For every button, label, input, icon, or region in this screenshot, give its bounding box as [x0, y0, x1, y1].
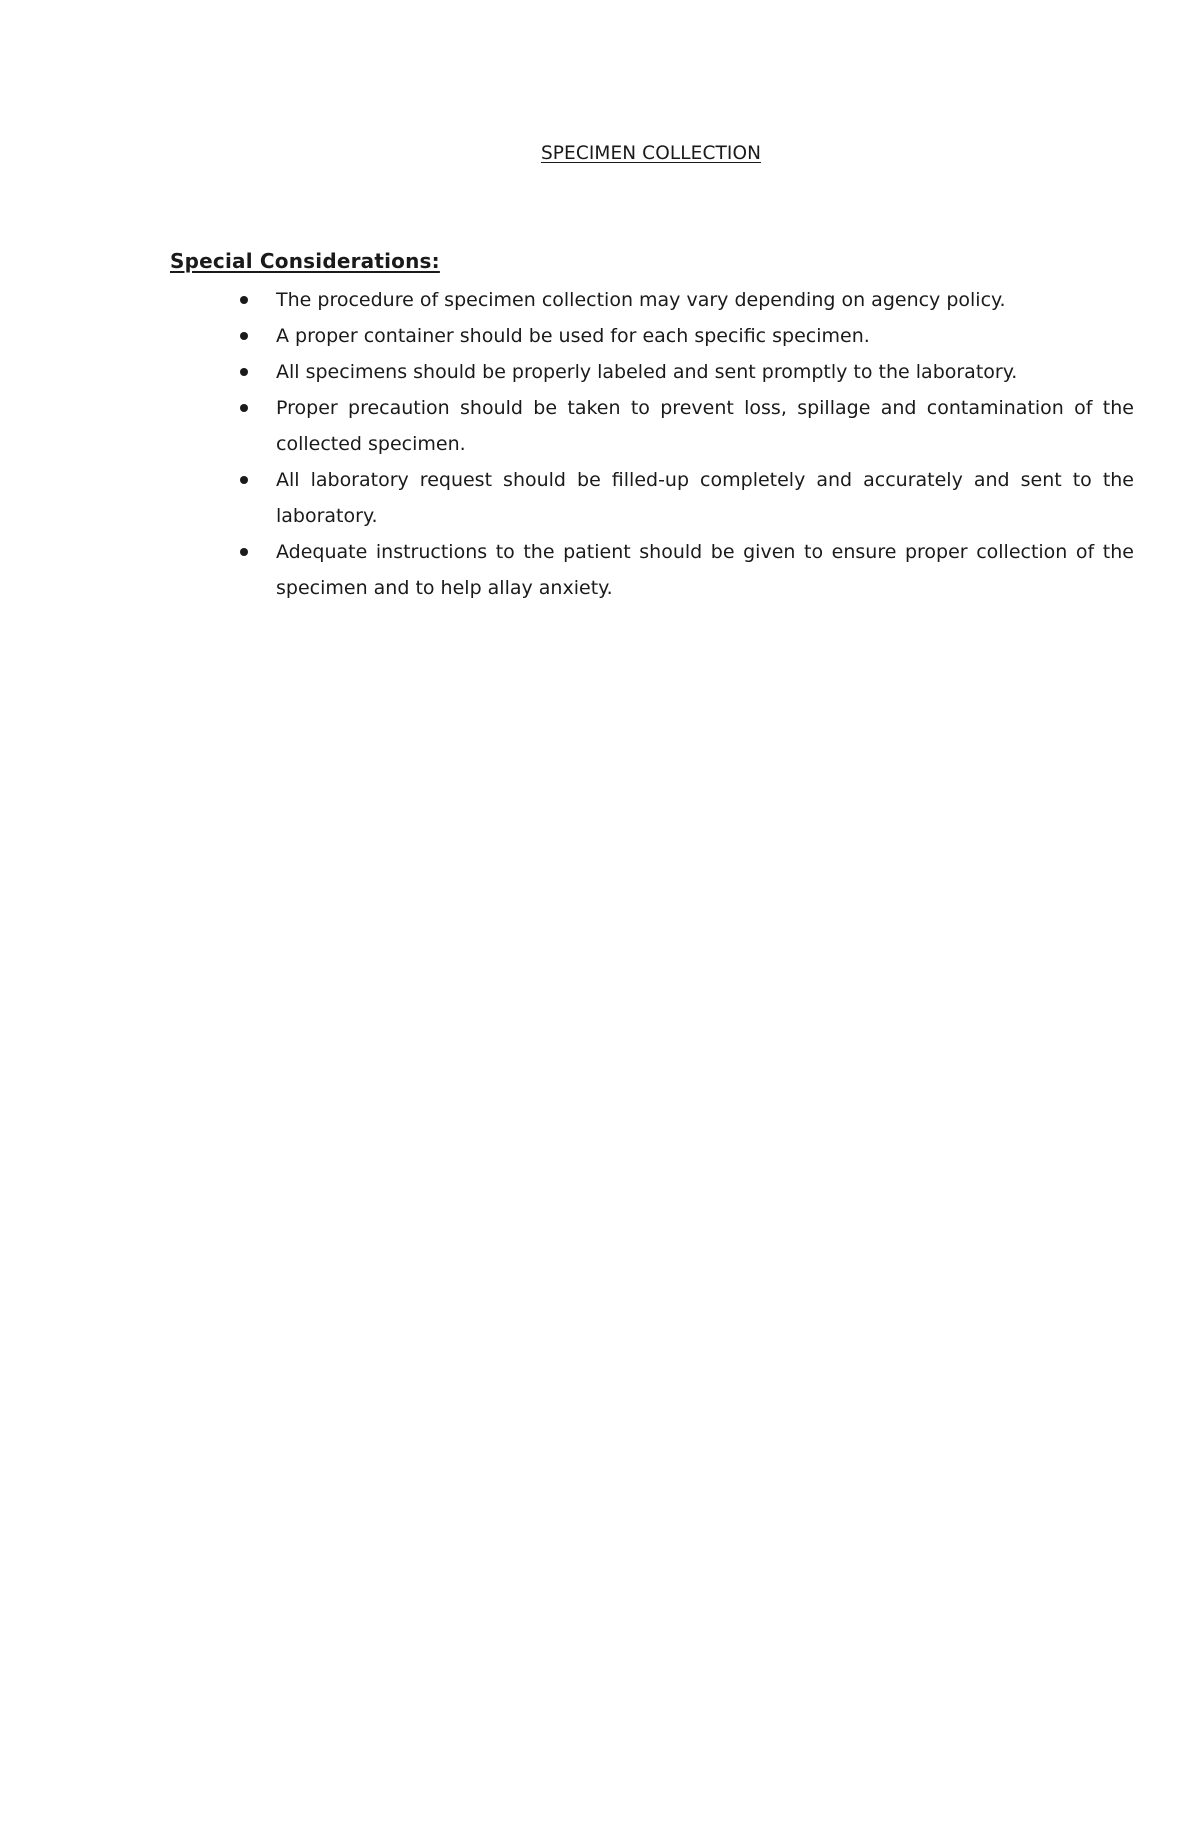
considerations-list	[276, 282, 1134, 606]
list-item-text: Adequate instructions to the patient should be given to ensure proper collection of the specimen and to help allay anxiety.	[276, 541, 1134, 599]
list-item	[276, 534, 1134, 606]
bullet-icon	[240, 332, 248, 340]
list-item-text: A proper container should be used for each specific specimen.	[276, 325, 870, 347]
list-item	[276, 318, 1134, 354]
list-item	[276, 390, 1134, 462]
list-item	[276, 462, 1134, 534]
bullet-icon	[240, 296, 248, 304]
bullet-icon	[240, 404, 248, 412]
list-item-text: Proper precaution should be taken to prevent loss, spillage and contamination of the collected specimen.	[276, 397, 1134, 455]
list-item-text: The procedure of specimen collection may vary depending on agency policy.	[276, 289, 1006, 311]
section-heading: Special Considerations:	[170, 249, 440, 273]
bullet-icon	[240, 548, 248, 556]
bullet-icon	[240, 476, 248, 484]
list-item-text: All laboratory request should be filled-up completely and accurately and sent to the laboratory.	[276, 469, 1134, 527]
list-item	[276, 354, 1134, 390]
page-title: SPECIMEN COLLECTION	[540, 143, 762, 164]
list-item-text: All specimens should be properly labeled and sent promptly to the laboratory.	[276, 361, 1018, 383]
bullet-icon	[240, 368, 248, 376]
list-item	[276, 282, 1134, 318]
